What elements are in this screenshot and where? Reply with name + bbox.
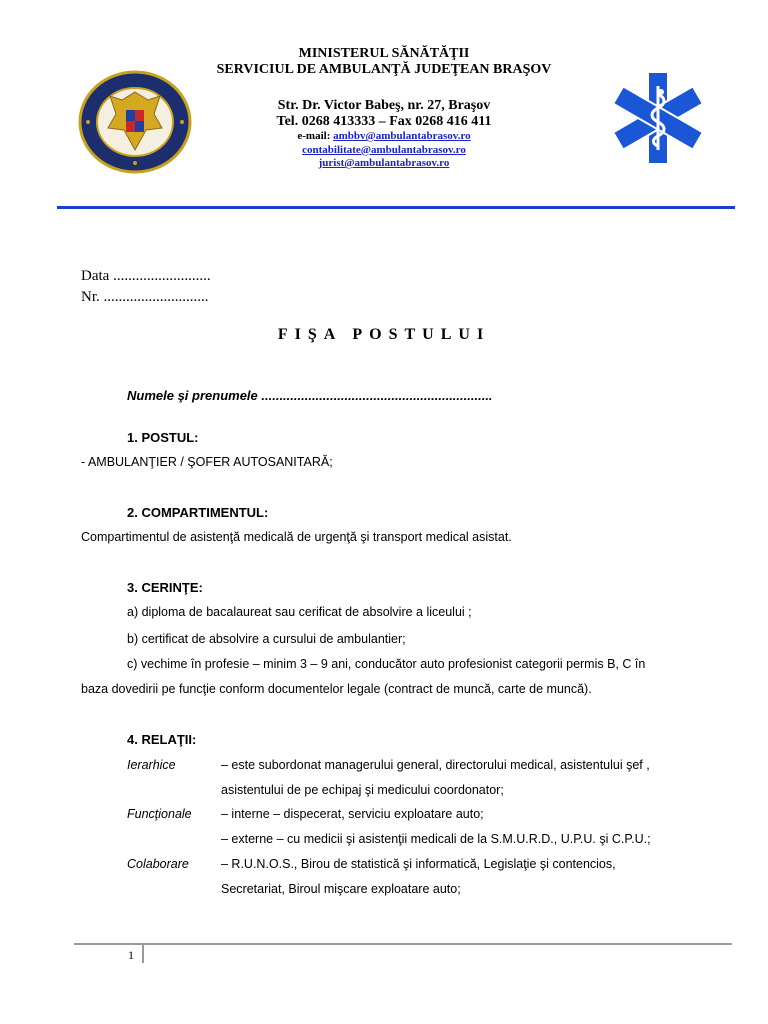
address-line: Str. Dr. Victor Babeş, nr. 27, Braşov [277, 98, 491, 113]
section-4-heading: 4. RELAŢII: [127, 732, 197, 747]
page-number: 1 [128, 948, 134, 962]
email-row [0, 130, 768, 144]
document-title: FIŞA POSTULUI [277, 326, 491, 343]
relation-functionale-label: Funcţionale [127, 807, 192, 821]
email-label: e-mail: [297, 130, 334, 142]
service-name: SERVICIUL DE AMBULANŢĂ JUDEŢEAN BRAŞOV [216, 62, 552, 77]
requirement-c-line-1: c) vechime în profesie – minim 3 – 9 ani, conducător auto profesionist categorii permis B, C în [127, 657, 646, 671]
date-line: Data .......................... [81, 268, 211, 284]
name-line: Numele şi prenumele ................................................................ [127, 388, 493, 403]
number-line: Nr. ............................ [81, 289, 209, 305]
footer-tick [142, 945, 144, 963]
email-link-ambbv[interactable]: ambbv@ambulantabrasov.ro [333, 130, 471, 142]
ministry-name: MINISTERUL SĂNĂTĂŢII [298, 46, 470, 61]
relation-ierarhice-text-2: asistentului de pe echipaj şi medicului coordonator; [221, 783, 504, 797]
email-link-contabilitate[interactable]: contabilitate@ambulantabrasov.ro [302, 143, 466, 156]
section-2-heading: 2. COMPARTIMENTUL: [127, 505, 269, 520]
requirement-b: b) certificat de absolvire a cursului de ambulantier; [127, 632, 406, 646]
section-2-text: Compartimentul de asistenţă medicală de urgenţă şi transport medical asistat. [81, 530, 512, 544]
phone-line: Tel. 0268 413333 – Fax 0268 416 411 [276, 114, 492, 129]
email-link-jurist[interactable]: jurist@ambulantabrasov.ro [318, 157, 450, 169]
relation-functionale-text-2: – externe – cu medicii şi asistenţii medicali de la S.M.U.R.D., U.P.U. şi C.P.U.; [221, 832, 651, 846]
section-1-heading: 1. POSTUL: [127, 430, 199, 445]
relation-ierarhice-label: Ierarhice [127, 758, 176, 772]
relation-functionale-text-1: – interne – dispecerat, serviciu exploatare auto; [221, 807, 484, 821]
section-1-text: - AMBULANŢIER / ŞOFER AUTOSANITARĂ; [81, 455, 333, 469]
section-3-heading: 3. CERINŢE: [127, 580, 203, 595]
requirement-c-line-2: baza dovedirii pe funcţie conform documentelor legale (contract de muncă, carte de muncă). [81, 682, 592, 696]
header-divider [57, 206, 735, 209]
footer-divider [74, 943, 732, 945]
letterhead [0, 46, 768, 171]
relation-colaborare-text-2: Secretariat, Biroul mişcare exploatare auto; [221, 882, 461, 896]
requirement-a: a) diploma de bacalaureat sau cerificat de absolvire a liceului ; [127, 605, 472, 619]
email-row-3 [0, 157, 768, 171]
relation-ierarhice-text-1: – este subordonat managerului general, directorului medical, asistentului şef , [221, 758, 650, 772]
relation-colaborare-text-1: – R.U.N.O.S., Birou de statistică şi informatică, Legislaţie şi contencios, [221, 857, 616, 871]
relation-colaborare-label: Colaborare [127, 857, 189, 871]
email-row-2 [0, 144, 768, 158]
